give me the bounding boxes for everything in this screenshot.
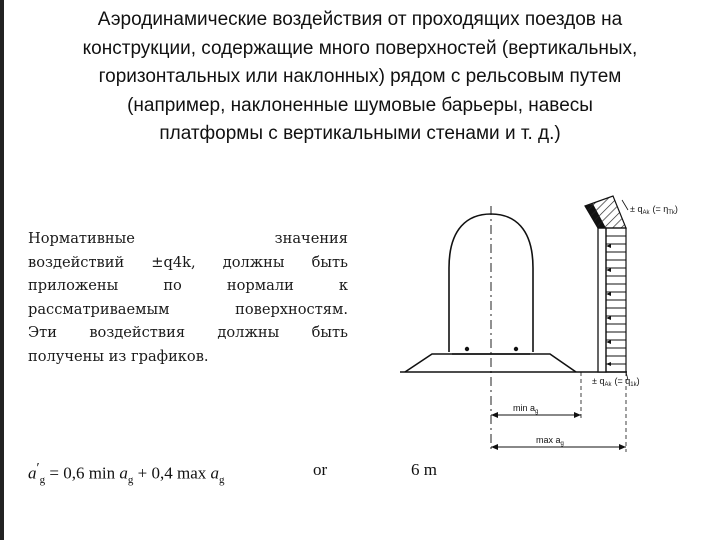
formula-or: or	[313, 460, 328, 479]
word: получены из графиков.	[28, 347, 209, 365]
pressure-hatching	[606, 236, 626, 364]
label-sub: Ak	[642, 210, 650, 216]
label-text: ± q	[592, 376, 605, 386]
rail-right	[514, 347, 518, 351]
formula-symbol: a	[210, 463, 220, 483]
heading-line-5: платформы с вертикальными стенами и т. д.)	[159, 123, 561, 144]
formula-text: = 0,6 min	[45, 463, 120, 483]
word: приложены	[28, 277, 119, 294]
word: должны	[217, 324, 280, 341]
word: нормали	[226, 277, 294, 294]
formula-sub: g	[127, 474, 134, 487]
word: к	[338, 277, 348, 294]
word: поверхностям.	[235, 300, 348, 318]
formula-prime: ′	[36, 460, 40, 476]
dim-min-arrow-left	[491, 412, 498, 418]
label-text: ± q	[630, 204, 643, 214]
load-label-bottom: ± $q_{Ak}$ (= $q_{1k}$)	[592, 376, 640, 388]
label-sub: 1k	[630, 382, 637, 388]
dim-max-label	[536, 435, 564, 447]
word: Нормативные	[28, 230, 135, 247]
label-sub: Ak	[604, 382, 612, 388]
dim-max-arrow-left	[491, 444, 498, 450]
label-sub: g	[560, 441, 564, 447]
word: значения	[274, 230, 348, 247]
word: Эти	[28, 324, 57, 341]
word: быть	[311, 324, 348, 341]
formula	[28, 460, 225, 486]
label-text: (= q	[614, 376, 631, 386]
rail-left	[465, 347, 469, 351]
label-text: (= η	[652, 204, 669, 214]
word: воздействий	[28, 253, 125, 271]
word: по	[163, 277, 182, 294]
vertical-wall	[598, 228, 606, 372]
leader-top	[622, 200, 628, 210]
word: должны	[222, 253, 285, 271]
heading-line-1: Аэродинамические воздействия от проходящих поездов на	[97, 9, 623, 30]
word: быть	[311, 253, 348, 271]
word: рассматриваемым	[28, 300, 170, 318]
formula-symbol: a	[28, 463, 37, 483]
heading-line-4: (например, наклоненные шумовые барьеры, навесы	[127, 94, 593, 116]
dim-min-arrow-right	[574, 412, 581, 418]
word: воздействия	[89, 324, 186, 341]
label-sub: g	[535, 409, 539, 415]
formula-six-m: 6 m	[411, 460, 437, 479]
label-text: max a	[536, 435, 561, 445]
heading-line-3: горизонтальных или наклонных) рядом с рельсовым путем	[98, 66, 622, 87]
formula-sub: g	[219, 474, 225, 487]
label-sub: Tk	[668, 210, 675, 216]
label-text: min a	[513, 403, 536, 413]
dim-max-arrow-right	[619, 444, 626, 450]
formula-text: + 0,4 max	[133, 463, 211, 483]
pressure-zone-inclined	[585, 196, 626, 228]
formula-symbol: a	[119, 463, 128, 483]
load-label-top: ± $q_{Ak}$ (= $\eta_{Tk}$)	[630, 204, 678, 216]
word: ±q4k,	[151, 253, 196, 271]
dim-min-label	[513, 403, 538, 415]
heading-line-2: конструкции, содержащие много поверхностей (вертикальных,	[82, 37, 638, 59]
formula-sub: g	[39, 474, 46, 487]
